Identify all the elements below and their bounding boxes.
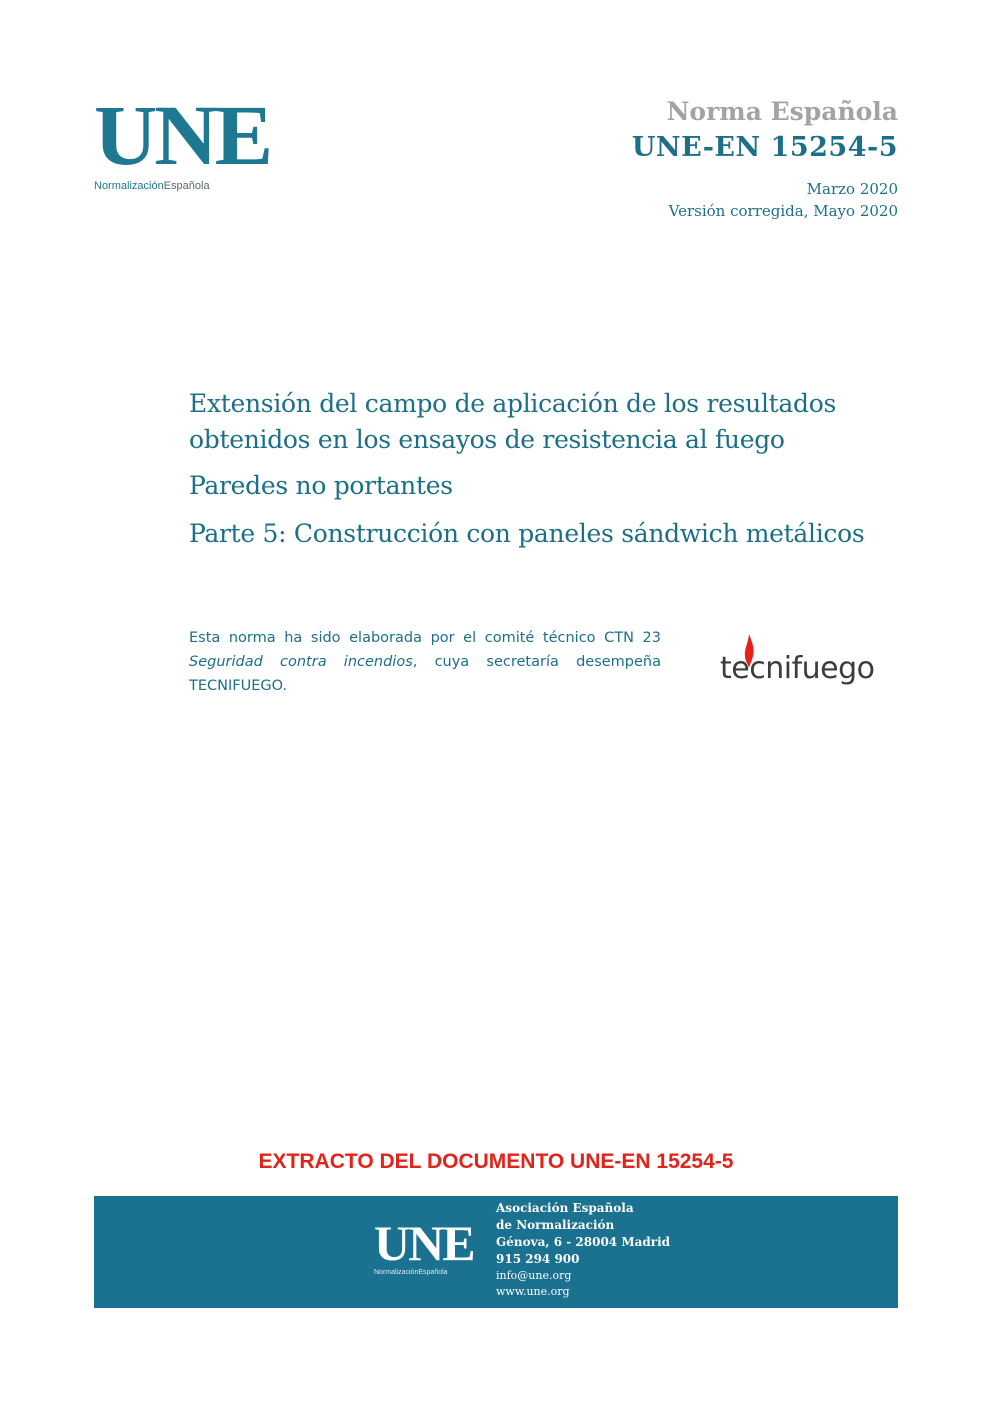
une-footer-logo bbox=[374, 1215, 474, 1276]
committee-text-after: , cuya secretaría desempeña TECNIFUEGO. bbox=[189, 654, 661, 694]
footer-address-block bbox=[496, 1200, 670, 1300]
email-link[interactable]: info@une.org bbox=[496, 1269, 572, 1282]
footer-band bbox=[94, 1196, 898, 1308]
standard-code: UNE-EN 15254-5 bbox=[631, 132, 898, 163]
title-subtitle: Paredes no portantes bbox=[189, 471, 453, 500]
website-link[interactable]: www.une.org bbox=[496, 1285, 570, 1298]
title-part: Parte 5: Construcción con paneles sándwich metálicos bbox=[189, 519, 865, 548]
extract-notice: EXTRACTO DEL DOCUMENTO UNE-EN 15254-5 bbox=[258, 1150, 734, 1173]
une-logo-word: UNE bbox=[94, 87, 271, 183]
tecnifuego-logo bbox=[718, 634, 875, 698]
committee-paragraph bbox=[189, 626, 661, 698]
une-footer-logo-word: UNE bbox=[374, 1215, 474, 1271]
title-line-1: Extensión del campo de aplicación de los resultados bbox=[189, 389, 836, 418]
committee-text-before: Esta norma ha sido elaborada por el comité técnico CTN 23 bbox=[189, 630, 661, 646]
committee-name: Seguridad contra incendios bbox=[189, 654, 413, 670]
postal-address: Génova, 6 - 28004 Madrid bbox=[496, 1235, 671, 1249]
phone-number: 915 294 900 bbox=[496, 1252, 580, 1266]
une-logo-tagline-part1: Normalización bbox=[94, 180, 164, 192]
title-line-2: obtenidos en los ensayos de resistencia al fuego bbox=[189, 425, 785, 454]
une-footer-tagline-part2: Española bbox=[418, 1269, 448, 1276]
une-footer-tagline-part1: Normalización bbox=[374, 1269, 419, 1276]
corrected-version-date: Versión corregida, Mayo 2020 bbox=[668, 202, 898, 220]
document-title-block bbox=[189, 386, 909, 552]
une-logo-tagline-part2: Española bbox=[163, 180, 210, 192]
une-logo bbox=[94, 87, 271, 192]
publication-date: Marzo 2020 bbox=[806, 180, 898, 198]
org-name-line-1: Asociación Española bbox=[496, 1201, 634, 1215]
document-header bbox=[632, 96, 898, 222]
norma-label: Norma Española bbox=[666, 97, 898, 126]
tecnifuego-wordmark: tecnifuego bbox=[720, 651, 875, 686]
org-name-line-2: de Normalización bbox=[496, 1218, 615, 1232]
committee-statement bbox=[189, 626, 661, 698]
